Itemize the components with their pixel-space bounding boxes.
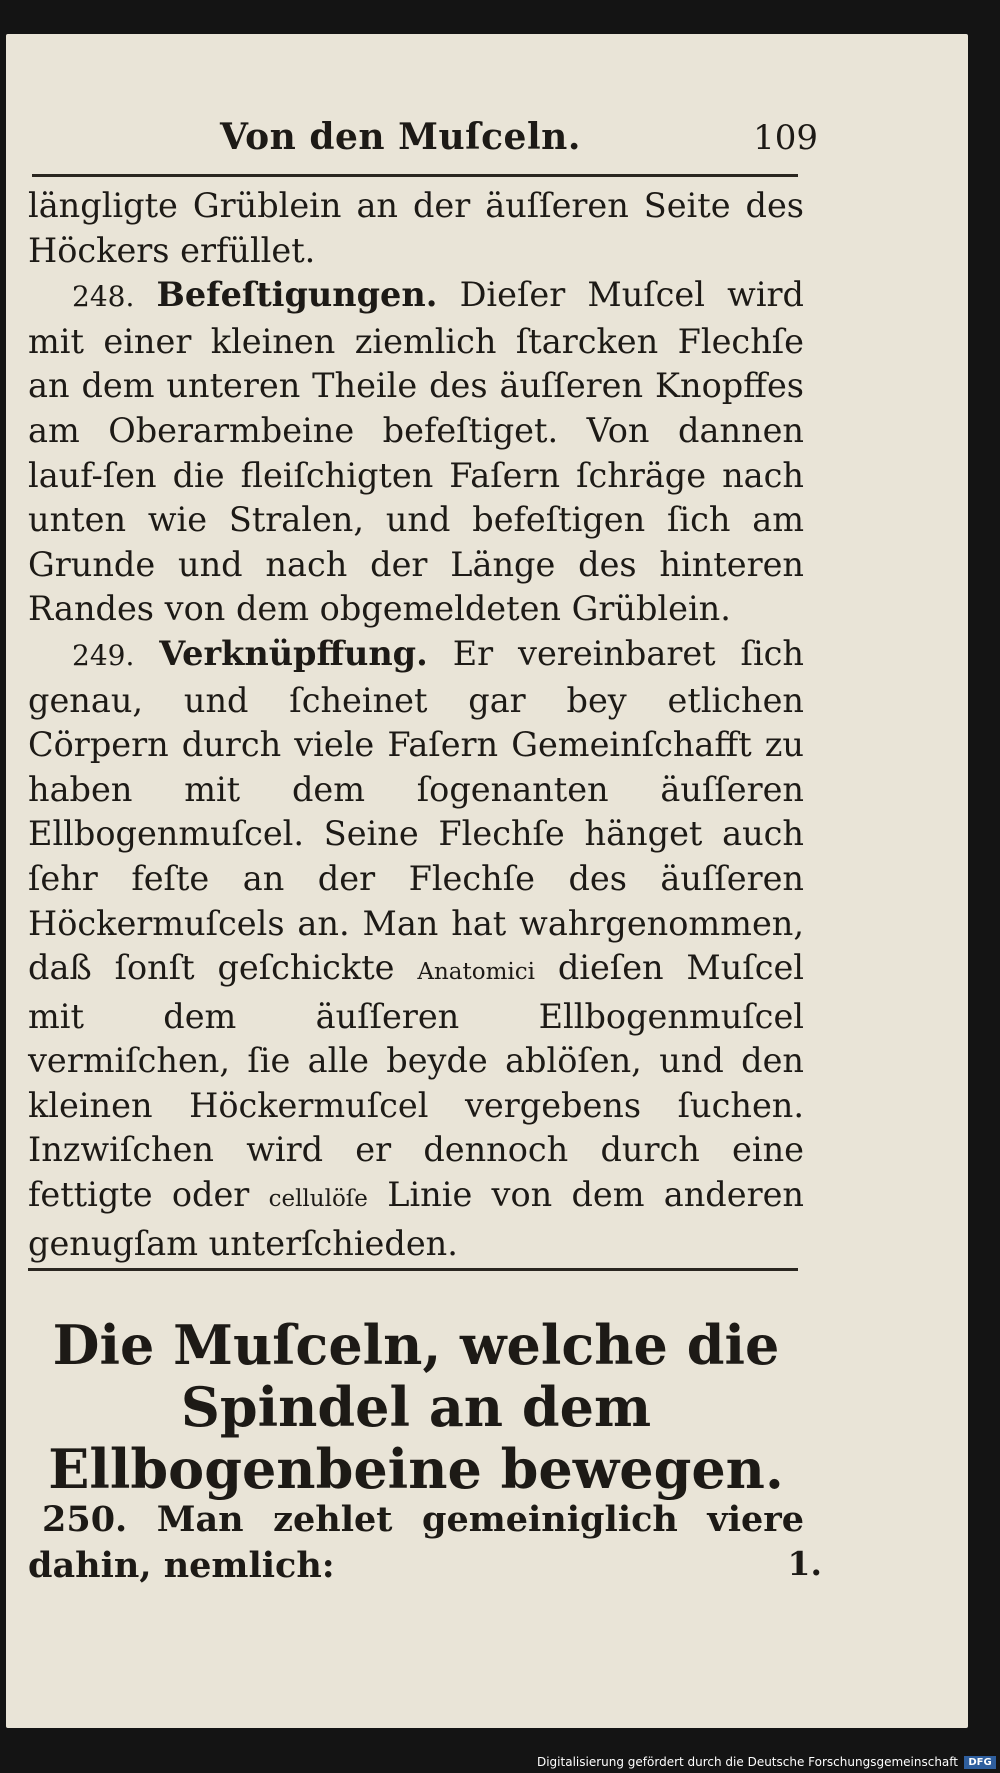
paragraph-text: Dieſer Muſcel wird mit einer kleinen ziemlich ſtarcken Flechſe an dem unteren Theile des äuſſeren Knopffes am Oberarmbeine befeſtiget. Von dannen lauf-ſen die fleiſchigten Faſern ſchräge nach unten wie Stralen, und befeſtigen ſich am Grunde und nach der Länge des hinteren Randes von dem obgemeldeten Grüblein. [28, 275, 804, 629]
digitization-credit: Digitalisierung gefördert durch die Deutsche Forschungsgemeinschaft [536, 1755, 958, 1769]
section-heading: Die Muſceln, welche die Spindel an dem Ellbogenbeine bewegen. [48, 1313, 784, 1501]
latin-term: cellulöſe [268, 1186, 368, 1213]
paragraph-249 [28, 632, 804, 1266]
paragraph-rubric: Verknüpffung. [159, 633, 428, 673]
latin-term: Anatomici [417, 959, 535, 986]
paragraph-text: Man zehlet gemeiniglich viere dahin, nemlich: [28, 1499, 804, 1586]
running-title: Von den Muſceln. [220, 116, 581, 158]
section-body [28, 1497, 804, 1589]
header-rule [32, 174, 798, 177]
paragraph-250 [28, 1497, 804, 1589]
running-head [28, 116, 818, 176]
paragraph-number: 248. [72, 280, 135, 314]
dfg-logo: DFG [964, 1756, 996, 1769]
catchword: 1. [787, 1544, 822, 1583]
paragraph-text: Linie von dem anderen genugſam unterſchieden. [28, 1175, 804, 1263]
paragraph-number: 249. [72, 638, 135, 672]
book-page [6, 34, 968, 1728]
paragraph-248 [28, 273, 804, 632]
paragraph-rubric: Befeſtigungen. [156, 275, 438, 315]
body-text [28, 184, 804, 1266]
paragraph-text: Er vereinbaret ſich genau, und ſcheinet gar bey etlichen Cörpern durch viele Faſern Gemeinſchafft zu haben mit dem ſogenanten äuſſeren Ellbogenmuſcel. Seine Flechſe hänget auch ſehr feſte an der Flechſe des äuſſeren Höckermuſcels an. Man hat wahrgenommen, daß ſonſt geſchickte [28, 633, 804, 988]
paragraph-text: längligte Grüblein an der äuſſeren Seite des Höckers erfüllet. [28, 186, 804, 270]
paragraph-text: dieſen Muſcel mit dem äuſſeren Ellbogenmuſcel vermiſchen, ſie alle beyde ablöſen, und den kleinen Höckermuſcel vergebens ſuchen. Inzwiſchen wird er dennoch durch eine fettigte oder [28, 948, 804, 1215]
section-rule [28, 1268, 798, 1271]
paragraph-number: 250. [42, 1499, 128, 1540]
page-number: 109 [753, 118, 818, 158]
paragraph-continuation [28, 184, 804, 273]
